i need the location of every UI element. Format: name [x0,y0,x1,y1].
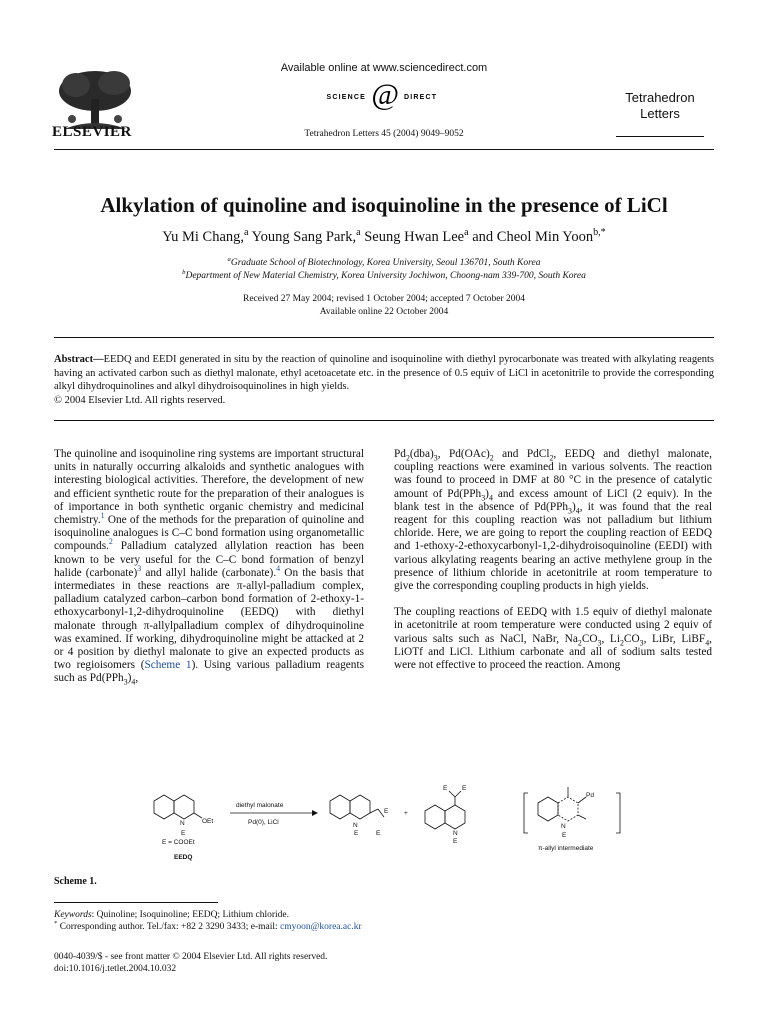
keywords [54,909,289,921]
text-run: The quinoline and isoquinoline ring systems are important structural units in naturally occurring alkaloids and synthetic analogues with interesting biological activities. Therefore, the development of new and efficient synthetic route for the preparation of their analogues is of importance in both synthetic organic chemistry and medicinal chemistry. [54,448,364,527]
text-run: Pd [394,448,406,460]
footnote-rule [54,902,218,903]
doi-line[interactable]: doi:10.1016/j.tetlet.2004.10.032 [54,964,177,974]
sciencedirect-at-glyph: @ [371,80,399,110]
affiliations [0,257,768,283]
paragraph: $Pd_2(dba)_3$, $Pd(OAc)_2$ and PdCl$_2$, EEDQ and diethyl malonate, coupling reactions were examined in various solvents. The reaction was found to proceed in DMF at 80 °C in the presence of catalytic amount of $Pd(PPh_3)_4$ and excess amount of LiCl (2 equiv). In the blank test in the absence of $Pd(PPh_3)_4$, it was found that the real reagent for this coupling reaction was not palladium but lithium chloride. Here, we are going to report the coupling reaction of EEDQ and 1-ethoxy-2-ethoxycarbonyl-1,2-dihydroisoquinoline (EEDI) with various alkylating reagents bearing an active methylene group in the presence of lithium chloride in acetonitrile at room temperature to give the corresponding coupling products in high yields. [394,448,713,593]
text-run: , it was found that the real reagent for this coupling reaction was not palladium but lithium chloride. Here, we are going to report the coupling reaction of EEDQ and 1-ethoxy-2-ethoxycarbonyl-1,2-dihydroisoquinoline (EEDI) with various alkylating reagents bearing an active methylene group in the presence of lithium chloride in acetonitrile at room temperature to give the corresponding coupling products in high yields. [394,500,712,593]
affiliation-text: Graduate School of Biotechnology, Korea University, Seoul 136701, South Korea [230,258,541,268]
subscript: 3 [639,637,644,647]
article-dates [0,293,768,319]
subscript: 2 [549,453,554,463]
subscript: 3 [433,453,438,463]
scheme-e-label: E [181,830,186,837]
text-run: , Li [601,632,620,645]
subscript: 4 [575,506,580,516]
scheme-link[interactable]: Scheme 1 [144,659,192,672]
subscript: 4 [488,492,493,502]
scheme-e-label: E [354,830,359,837]
text-run: CO [623,632,640,645]
scheme-eedq-label: EEDQ [174,854,193,861]
subscript: 4 [705,637,710,647]
scheme-oet-label: OEt [202,818,214,825]
article-title: Alkylation of quinoline and isoquinoline in the presence of LiCl [100,193,668,217]
eedq-structure-icon [154,795,202,819]
subscript: 2 [619,637,624,647]
subscript: 3 [123,677,128,687]
corresponding-text: Corresponding author. Tel./fax: +82 2 3290 3433; e-mail: [57,922,281,932]
text-run: CO [581,632,598,645]
journal-citation: Tetrahedron Letters 45 (2004) 9049–9052 [304,129,464,139]
received-dates: Received 27 May 2004; revised 1 October 2004; accepted 7 October 2004 [242,294,525,304]
reference-link[interactable]: 4 [276,564,281,574]
scheme-n-label: N [561,823,566,830]
subscript: 3 [597,637,602,647]
text-run: , EEDQ and diethyl malonate, coupling reactions were examined in various solvents. The reaction was found to proceed in DMF at 80 °C in the presence of catalytic amount of Pd(PPh [394,448,712,500]
keywords-label: Keywords [54,910,92,920]
text-run: The coupling reactions of EEDQ with 1.5 equiv of diethyl malonate in acetonitrile at room temperature were conducted using 2 equiv of various salts such as NaCl, NaBr, Na [394,606,712,645]
subscript: 3 [481,492,486,502]
bracket-right [616,793,620,833]
abstract-bottom-rule [54,420,714,421]
author-affiliation-mark: b,* [593,227,606,239]
text-run: (dba) [409,448,434,460]
affiliation-mark: a [227,255,231,263]
scheme-e-label: E [453,838,458,845]
publisher-name: ELSEVIER [52,124,132,140]
corresponding-mark: * [54,919,58,927]
header-rule [54,149,714,150]
text-run: , LiOTf and LiCl. Lithium carbonate and all of sodium salts tested were not effective to proceed the reaction. Among [394,632,712,672]
pi-allyl-intermediate-icon [538,787,586,821]
abstract-top-rule [54,337,714,338]
text-run: and PdCl [493,448,550,460]
available-online-text: Available online at www.sciencedirect.com [280,62,488,74]
sciencedirect-left-text: SCIENCE [326,94,366,101]
author-affiliation-mark: a [244,227,249,239]
author-affiliation-mark: a [356,227,361,239]
abstract [54,353,714,407]
affiliation-mark: b [182,268,186,276]
scheme-n-label: N [353,822,358,829]
bracket-left [524,793,528,833]
issn-line: 0040-4039/$ - see front matter © 2004 Elsevier Ltd. All rights reserved. [54,952,328,962]
scheme-intermediate-label: π-allyl intermediate [538,845,594,852]
journal-name-line2: Letters [640,106,680,121]
author-name: Seung Hwan Lee [364,229,465,245]
scheme-e-label: E [462,785,467,792]
reference-link[interactable]: 3 [137,564,142,574]
text-run: and allyl halide (carbonate). [141,566,277,579]
sciencedirect-logo-icon [300,80,470,110]
scheme-e-definition: E = COOEt [162,839,195,846]
reference-link[interactable]: 1 [100,511,105,521]
text-run: One of the methods for the preparation of quinoline and isoquinoline analogues is C–C bond formation using organometallic compounds. [54,514,364,553]
journal-name-line1: Tetrahedron [625,90,695,105]
scheme-e-label: E [376,830,381,837]
sciencedirect-right-text: DIRECT [404,94,438,101]
copyright: © 2004 Elsevier Ltd. All rights reserved. [54,394,226,406]
available-online-date: Available online 22 October 2004 [319,307,449,317]
author-name: Young Sang Park, [251,229,357,245]
body-column-left [54,448,364,699]
author-name: Yu Mi Chang, [162,229,245,245]
journal-rule [616,136,704,137]
subscript: 2 [489,453,494,463]
paragraph [394,606,712,672]
paragraph: The quinoline and isoquinoline ring systems are important structural units in naturally occurring alkaloids and synthetic analogues with interesting biological activities. Therefore, the development of new and efficient synthetic route for the preparation of their analogues is of importance in both synthetic organic chemistry and medicinal chemistry.$^1$ One of the methods for the preparation of quinoline and isoquinoline analogues is C–C bond formation using organometallic compounds.$^2$ Palladium catalyzed allylation reaction has been known to be very useful for the C–C bond formation of benzyl halide (carbonate)$^3$ and allyl halide (carbonate).$^4$ On the basis that intermediates in these reactions are π-allyl-palladium complex, palladium catalyzed carbon–carbon bond formation of 2-ethoxy-1-ethoxycarbonyl-1,2-dihydroquinoline (EEDQ) with diethyl malonate through π-allylpalladium complex of dihydroquinoline was examined. If working, dihydroquinoline might be attacked at 2 or 4 position by diethyl malonate to give an expected products as two regioisomers (Scheme 1). Using various palladium reagents such as $Pd(PPh_3)_4$, [54,448,364,687]
scheme-n-label: N [453,830,458,837]
author-affiliation-mark: a [464,227,469,239]
scheme-plus: + [404,810,408,817]
text-run: ). Using various palladium reagents such as Pd(PPh [54,659,364,685]
scheme-n-label: N [180,820,185,827]
text-run: , Pd(OAc) [437,448,490,460]
scheme-e-label: E [562,832,567,839]
abstract-label: Abstract— [54,354,104,365]
text-run: , LiBr, LiBF [643,632,706,645]
scheme-reagent-bottom: Pd(0), LiCl [248,819,279,826]
author-list [0,229,768,246]
scheme-pd-label: Pd [586,792,594,799]
email-link[interactable]: cmyoon@korea.ac.kr [280,922,362,932]
scheme-reagent-top: diethyl malonate [236,802,284,809]
journal-name [608,90,712,122]
affiliation-b [0,270,768,283]
scheme-caption: Scheme 1. [54,876,97,887]
affiliation-text: Department of New Material Chemistry, Korea University Jochiwon, Choong-nam 339-700, South Korea [185,271,586,281]
scheme-e-label: E [443,785,448,792]
body-column-right [394,448,712,685]
subscript: 2 [577,637,582,647]
reaction-arrow-head-icon [312,810,318,816]
corresponding-author [54,921,362,933]
scheme-e-label: E [384,808,389,815]
text-run: Palladium catalyzed allylation reaction has been known to be very useful for the C–C bond formation of benzyl halide (carbonate) [54,540,364,579]
abstract-text: EEDQ and EEDI generated in situ by the reaction of quinoline and isoquinoline with diethyl pyrocarbonate was treated with alkylating reagents having an activated carbon such as diethyl malonate, ethyl acetoacetate etc. in the presence of 0.5 equiv of LiCl in acetonitrile to provide the corresponding alkyl dihydroquinolines and alkyl dihydroisoquinolines in high yields. [54,354,714,392]
product-4-substituted-icon [425,791,465,829]
text-run: On the basis that intermediates in these reactions are π-allyl-palladium complex, palladium catalyzed carbon–carbon bond formation of 2-ethoxy-1-ethoxycarbonyl-1,2-dihydroquinoline (EEDQ) with diethyl malonate through π-allylpalladium complex of dihydroquinoline was examined. If working, dihydroquinoline might be attacked at 2 or 4 position by diethyl malonate to give an expected products as two regioisomers ( [54,566,364,672]
author-name: and Cheol Min Yoon [472,229,594,245]
reaction-scheme [140,783,700,865]
subscript: 4 [131,677,136,687]
affiliation-a [0,257,768,270]
text-run: and excess amount of LiCl (2 equiv). In the blank test in the absence of Pd(PPh [394,487,713,513]
subscript: 2 [405,453,410,463]
keywords-text: : Quinoline; Isoquinoline; EEDQ; Lithium chloride. [91,910,290,920]
subscript: 3 [568,506,572,516]
reference-link[interactable]: 2 [108,537,113,547]
product-2-substituted-icon [330,795,384,819]
